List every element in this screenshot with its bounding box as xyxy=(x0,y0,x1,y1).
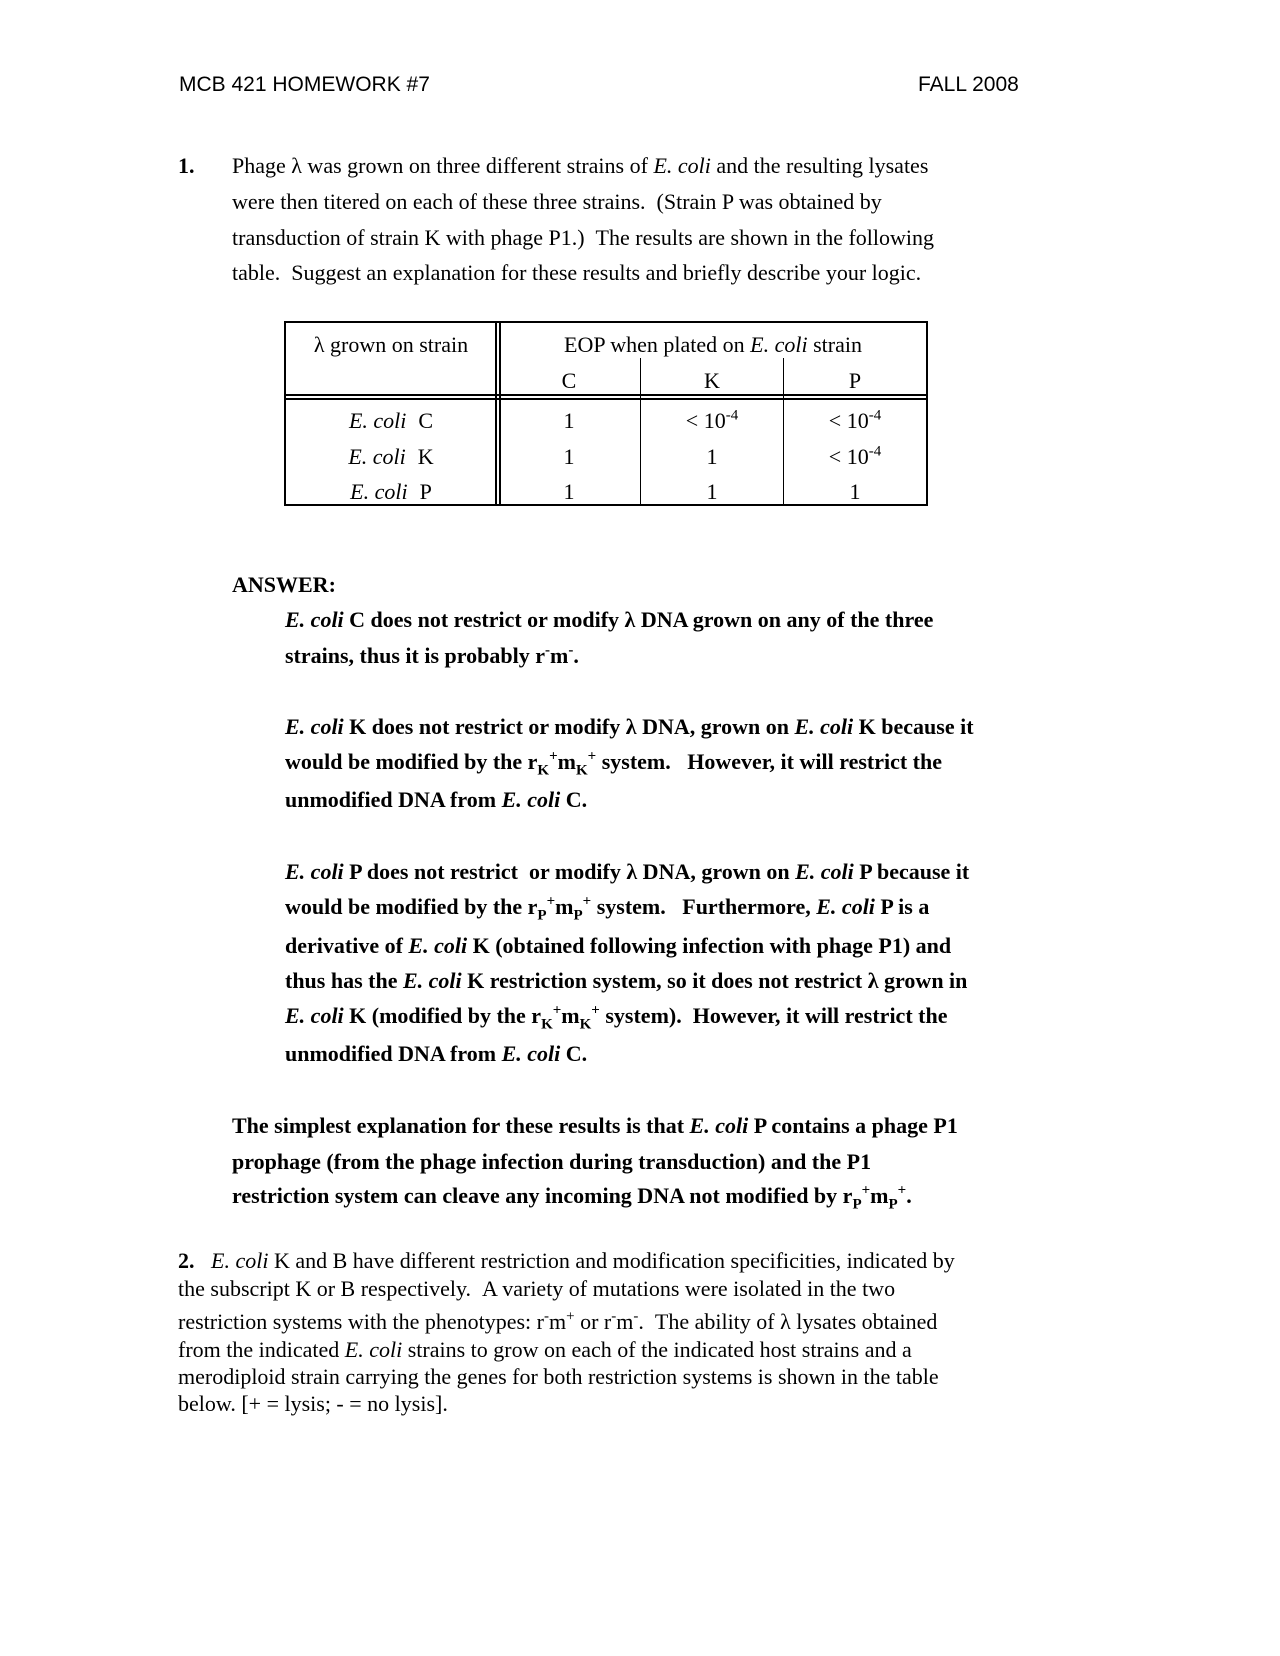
text-run: system. However, it will restrict the xyxy=(596,749,943,774)
question-2-text xyxy=(178,1336,912,1364)
subscript: P xyxy=(573,907,583,924)
subscript: P xyxy=(852,1196,862,1213)
text-run: . xyxy=(906,1183,912,1208)
row-strain xyxy=(348,444,433,470)
eop-value-cell xyxy=(829,444,881,470)
italic-text: E. coli xyxy=(689,1113,749,1138)
superscript: + xyxy=(591,1002,600,1019)
text-run: 1 xyxy=(563,408,575,433)
italic-text: E. coli xyxy=(795,859,854,884)
text-run: P does not restrict or modify λ DNA, grown on xyxy=(343,859,796,884)
subscript: K xyxy=(541,1016,553,1033)
column-header-k: K xyxy=(704,368,720,393)
question-1-text xyxy=(232,152,928,180)
question-1-text xyxy=(232,259,921,287)
answer-text xyxy=(285,642,579,670)
strain-genus: E. coli xyxy=(348,408,407,433)
italic-text: E. coli xyxy=(211,1248,269,1273)
superscript: -4 xyxy=(868,443,882,460)
text-run: K and B have different restriction and modification specificities, indicated by xyxy=(268,1248,955,1273)
row-strain xyxy=(350,479,432,505)
text-run: m xyxy=(549,643,569,668)
column-header-p: P xyxy=(848,368,862,393)
answer-text xyxy=(285,893,930,924)
answer-text xyxy=(285,858,969,886)
subscript: K xyxy=(579,1016,592,1033)
text-run: m xyxy=(549,1309,567,1334)
question-2-text xyxy=(178,1363,939,1391)
superscript: + xyxy=(587,748,597,765)
text-run: below. [+ = lysis; - = no lysis]. xyxy=(178,1391,448,1416)
superscript: + xyxy=(552,1002,562,1019)
answer-text xyxy=(285,606,933,634)
text-run: unmodified DNA from xyxy=(285,1041,502,1066)
text-run: . The ability of λ lysates obtained xyxy=(638,1309,938,1334)
text-run: derivative of xyxy=(285,933,409,958)
italic-text: E. coli xyxy=(750,332,808,357)
italic-text: E. coli xyxy=(285,607,344,632)
italic-text: E. coli xyxy=(794,714,854,739)
question-1-number: 1. xyxy=(178,153,195,178)
strain-genus: E. coli xyxy=(348,444,406,469)
text-run: strains, thus it is probably r xyxy=(285,643,545,668)
eop-value-cell xyxy=(564,479,575,505)
superscript: - xyxy=(568,642,574,659)
text-run: Phage λ was grown on three different strains of xyxy=(232,153,654,178)
conclusion-text xyxy=(232,1182,912,1213)
text-run: P because it xyxy=(853,859,970,884)
text-run: transduction of strain K with phage P1.) The results are shown in the following xyxy=(232,225,935,250)
header-course: MCB 421 HOMEWORK #7 xyxy=(179,73,430,96)
italic-text: E. coli xyxy=(285,859,344,884)
text-run: strain xyxy=(807,332,862,357)
subscript: P xyxy=(888,1196,898,1213)
eop-value-cell xyxy=(850,479,861,505)
eop-value-cell xyxy=(707,479,718,505)
answer-label: ANSWER: xyxy=(232,572,336,597)
text-run xyxy=(195,1248,212,1273)
text-run: C does not restrict or modify λ DNA grown on any of the three xyxy=(343,607,934,632)
question-1-text xyxy=(232,188,882,216)
text-run: strains to grow on each of the indicated host strains and a xyxy=(402,1337,912,1362)
superscript: -4 xyxy=(868,407,882,424)
text-run: K because it xyxy=(853,714,974,739)
text-run: were then titered on each of these three strains. (Strain P was obtained by xyxy=(232,189,882,214)
answer-text xyxy=(285,1040,587,1068)
eop-value-cell xyxy=(829,408,881,434)
text-run: merodiploid strain carrying the genes for both restriction systems is shown in the table xyxy=(178,1364,939,1389)
text-run: table. Suggest an explanation for these results and briefly describe your logic. xyxy=(232,260,922,285)
strain-name: C xyxy=(418,408,434,433)
text-run: K (modified by the r xyxy=(343,1003,542,1028)
text-run: 1 xyxy=(563,444,575,469)
text-run: K does not restrict or modify λ DNA, grown on xyxy=(343,714,795,739)
question-1-text xyxy=(232,224,934,252)
text-run: the subscript K or B respectively. A variety of mutations were isolated in the two xyxy=(178,1276,896,1301)
superscript: + xyxy=(549,748,558,765)
conclusion-text xyxy=(232,1148,871,1176)
italic-text: E. coli xyxy=(501,787,561,812)
text-run: 1 xyxy=(706,444,718,469)
superscript: - xyxy=(544,1308,549,1325)
text-run: P contains a phage P1 xyxy=(748,1113,958,1138)
superscript: - xyxy=(611,1308,617,1325)
text-run: C. xyxy=(560,1041,588,1066)
italic-text: E. coli xyxy=(408,933,468,958)
answer-text xyxy=(285,786,587,814)
strain-name: P xyxy=(419,479,432,504)
text-run: system. Furthermore, xyxy=(591,894,817,919)
text-run: P is a xyxy=(874,894,930,919)
text-run: K (obtained following infection with phage P1) and xyxy=(467,933,952,958)
eop-value-cell xyxy=(686,408,738,434)
header-term: FALL 2008 xyxy=(918,73,1019,96)
text-run: m xyxy=(561,1003,580,1028)
text-run: < 10 xyxy=(828,444,869,469)
column-header-c: C xyxy=(561,368,577,393)
eop-value-cell xyxy=(564,444,575,470)
text-run: K restriction system, so it does not restrict λ grown in xyxy=(461,968,968,993)
strain-name: K xyxy=(417,444,434,469)
text-run: C. xyxy=(560,787,588,812)
answer-text xyxy=(285,932,951,960)
eop-value-cell xyxy=(564,408,575,434)
text-run: would be modified by the r xyxy=(285,894,538,919)
italic-text: E. coli xyxy=(816,894,875,919)
answer-text xyxy=(285,748,943,779)
text-run: thus has the xyxy=(285,968,403,993)
subscript: K xyxy=(575,762,588,779)
question-2-text xyxy=(178,1390,448,1418)
text-run: would be modified by the r xyxy=(285,749,538,774)
row-strain xyxy=(349,408,433,434)
text-run: m xyxy=(870,1183,889,1208)
text-run: < 10 xyxy=(685,408,726,433)
superscript: + xyxy=(566,1308,575,1325)
subscript: P xyxy=(537,907,547,924)
text-run: m xyxy=(616,1309,634,1334)
text-run: 2. xyxy=(178,1248,195,1273)
superscript: + xyxy=(897,1182,907,1199)
text-run: < 10 xyxy=(828,408,869,433)
text-run: prophage (from the phage infection during transduction) and the P1 xyxy=(232,1149,872,1174)
answer-text xyxy=(285,967,967,995)
conclusion-text xyxy=(232,1112,958,1140)
text-run: 1 xyxy=(706,479,718,504)
text-run: 1 xyxy=(849,479,861,504)
text-run: and the resulting lysates xyxy=(710,153,929,178)
italic-text: E. coli xyxy=(501,1041,561,1066)
question-2-text xyxy=(178,1308,937,1336)
text-run: 1 xyxy=(563,479,575,504)
question-2-text xyxy=(178,1247,955,1275)
column-group-header xyxy=(564,332,862,358)
superscript: + xyxy=(861,1182,871,1199)
text-run: . xyxy=(573,643,579,668)
row-header: λ grown on strain xyxy=(313,332,469,357)
superscript: + xyxy=(582,893,592,910)
text-run: The simplest explanation for these results is that xyxy=(232,1113,690,1138)
superscript: -4 xyxy=(725,407,739,424)
text-run: from the indicated xyxy=(178,1337,345,1362)
superscript: + xyxy=(546,893,556,910)
italic-text: E. coli xyxy=(285,1003,344,1028)
italic-text: E. coli xyxy=(653,153,711,178)
text-run: restriction systems with the phenotypes: r xyxy=(178,1309,544,1334)
strain-genus: E. coli xyxy=(350,479,408,504)
italic-text: E. coli xyxy=(402,968,462,993)
text-run: EOP when plated on xyxy=(564,332,751,357)
italic-text: E. coli xyxy=(285,714,344,739)
text-run: system). However, it will restrict the xyxy=(599,1003,948,1028)
answer-text xyxy=(285,713,974,741)
italic-text: E. coli xyxy=(344,1337,403,1362)
text-run: or r xyxy=(574,1309,612,1334)
subscript: K xyxy=(537,762,550,779)
text-run: m xyxy=(557,749,576,774)
text-run: unmodified DNA from xyxy=(285,787,502,812)
superscript: - xyxy=(544,642,550,659)
text-run: m xyxy=(555,894,574,919)
question-2-text xyxy=(178,1275,895,1303)
eop-value-cell xyxy=(707,444,718,470)
answer-text xyxy=(285,1002,948,1033)
superscript: - xyxy=(633,1308,639,1325)
text-run: restriction system can cleave any incoming DNA not modified by r xyxy=(232,1183,853,1208)
